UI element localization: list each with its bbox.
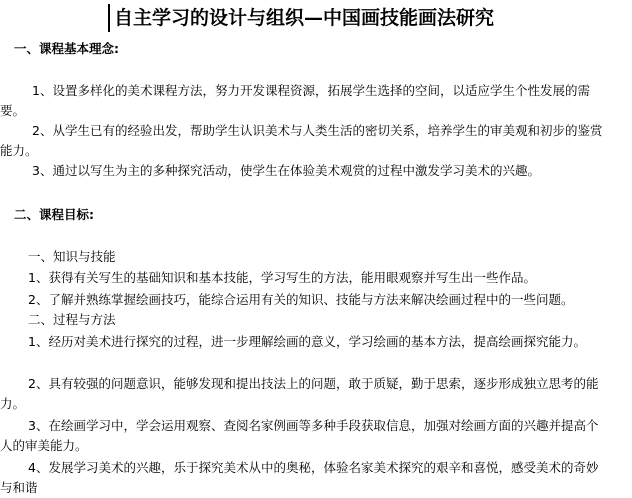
section-heading-goals: 二、课程目标: xyxy=(14,207,94,222)
section-heading-philosophy: 一、课程基本理念: xyxy=(14,41,119,56)
knowledge-item-1: 1、获得有关写生的基础知识和基本技能，学习写生的方法，能用眼观察并写生出一些作品。 xyxy=(28,270,536,285)
philosophy-item-1: 1、设置多样化的美术课程方法，努力开发课程资源，拓展学生选择的空间，以适应学生个性发展的需要。 xyxy=(0,83,590,118)
knowledge-item-2: 2、了解并熟练掌握绘画技巧，能综合运用有关的知识、技能与方法来解决绘画过程中的一些问题。 xyxy=(28,292,574,307)
philosophy-item-2: 2、从学生已有的经验出发，帮助学生认识美术与人类生活的密切关系，培养学生的审美观和初步的鉴赏能力。 xyxy=(0,123,603,158)
process-item-4: 4、发展学习美术的兴趣，乐于探究美术从中的奥秘，体验名家美术探究的艰辛和喜悦，感受美术的奇妙与和谐 xyxy=(0,460,599,495)
subheading-process-methods: 二、过程与方法 xyxy=(28,312,116,327)
philosophy-item-3: 3、通过以写生为主的多种探究活动，使学生在体验美术观赏的过程中激发学习美术的兴趣。 xyxy=(32,163,540,178)
process-item-2: 2、具有较强的问题意识，能够发现和提出技法上的问题，敢于质疑，勤于思索，逐步形成独立思考的能力。 xyxy=(0,376,599,411)
document-title: 自主学习的设计与组织—中国画技能画法研究 xyxy=(108,4,494,32)
subheading-knowledge-skills: 一、知识与技能 xyxy=(28,249,116,264)
process-item-1: 1、经历对美术进行探究的过程，进一步理解绘画的意义，学习绘画的基本方法，提高绘画探究能力。 xyxy=(28,334,586,349)
process-item-3: 3、在绘画学习中，学会运用观察、查阅名家例画等多种手段获取信息，加强对绘画方面的兴趣并提高个人的审美能力。 xyxy=(0,418,599,453)
